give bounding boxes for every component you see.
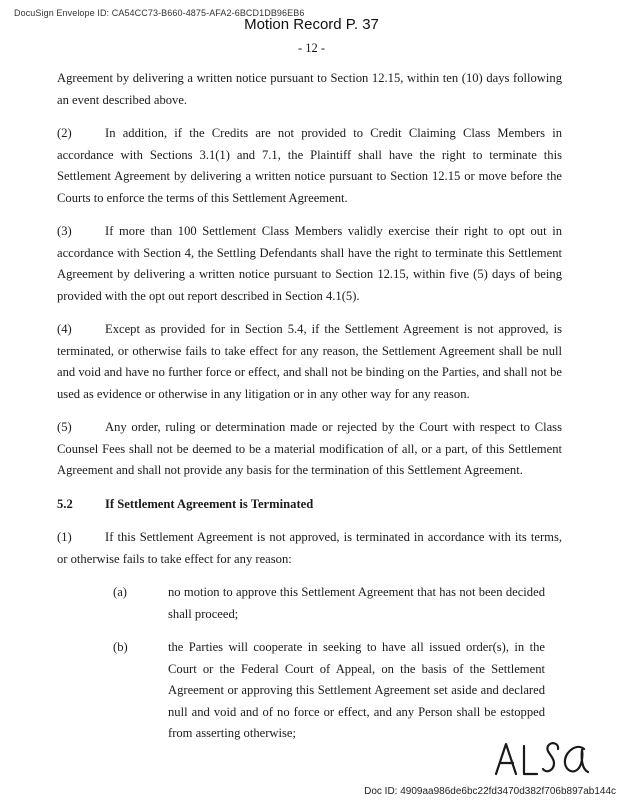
document-body — [57, 68, 562, 757]
handwritten-initials-signature — [492, 738, 592, 782]
paragraph-number: (3) — [57, 224, 72, 238]
sub-item-label: (b) — [113, 640, 128, 654]
section-heading-5-2 — [57, 494, 562, 516]
paragraph-text: Except as provided for in Section 5.4, if the Settlement Agreement is not approved, is terminated, or otherwise fails to take effect for any reason, the Settlement Agreement shall be null and void and have no further force or effect, and shall not be binding on the Parties, and shall not be used as evidence or otherwise in any litigation or in any other way for any reason. — [57, 322, 562, 401]
motion-record-stamp: Motion Record P. 37 — [244, 16, 379, 33]
paragraph-number: (1) — [57, 530, 72, 544]
section-number: 5.2 — [57, 496, 73, 511]
paragraph-continuation — [57, 68, 562, 111]
sub-item-text: no motion to approve this Settlement Agreement that has not been decided shall proceed; — [168, 585, 545, 621]
paragraph-4 — [57, 319, 562, 405]
paragraph-number: (5) — [57, 420, 72, 434]
doc-id-label: Doc ID: 4909aa986de6bc22fd3470d382f706b897ab144c — [364, 786, 616, 797]
sub-item-b — [113, 637, 562, 745]
paragraph-number: (2) — [57, 126, 72, 140]
paragraph-number: (4) — [57, 322, 72, 336]
docusign-envelope-id: DocuSign Envelope ID: CA54CC73-B660-4875-AFA2-6BCD1DB96EB6 — [14, 8, 305, 18]
sub-item-label: (a) — [113, 585, 127, 599]
paragraph-2 — [57, 123, 562, 209]
paragraph-text: Agreement by delivering a written notice pursuant to Section 12.15, within ten (10) days following an event described above. — [57, 71, 562, 107]
paragraph-3 — [57, 221, 562, 307]
sub-item-a — [113, 582, 562, 625]
paragraph-1-of-5-2 — [57, 527, 562, 570]
paragraph-text: Any order, ruling or determination made or rejected by the Court with respect to Class Counsel Fees shall not be deemed to be a material modification of all, or a part, of this Settlement Agreement and shall not provide any basis for the termination of this Settlement Agreement. — [57, 420, 562, 477]
sub-item-text: the Parties will cooperate in seeking to have all issued order(s), in the Court or the Federal Court of Appeal, on the basis of the Settlement Agreement or approving this Settlement Agreement set aside and declared null and void and of no force or effect, and any Person shall be estopped from asserting otherwise; — [168, 640, 545, 740]
page-number: - 12 - — [297, 41, 326, 55]
section-title: If Settlement Agreement is Terminated — [105, 496, 314, 511]
paragraph-text: If this Settlement Agreement is not approved, is terminated in accordance with its terms, or otherwise fails to take effect for any reason: — [57, 530, 562, 566]
paragraph-text: If more than 100 Settlement Class Members validly exercise their right to opt out in accordance with Section 4, the Settling Defendants shall have the right to terminate this Settlement Agreement by delivering a written notice pursuant to Section 12.15, within five (5) days of being provided with the opt out report described in Section 4.1(5). — [57, 224, 562, 303]
paragraph-text: In addition, if the Credits are not provided to Credit Claiming Class Members in accordance with Sections 3.1(1) and 7.1, the Plaintiff shall have the right to terminate this Settlement Agreement by delivering a written notice pursuant to Section 12.15 or move before the Courts to enforce the terms of this Settlement Agreement. — [57, 126, 562, 205]
paragraph-5 — [57, 417, 562, 482]
